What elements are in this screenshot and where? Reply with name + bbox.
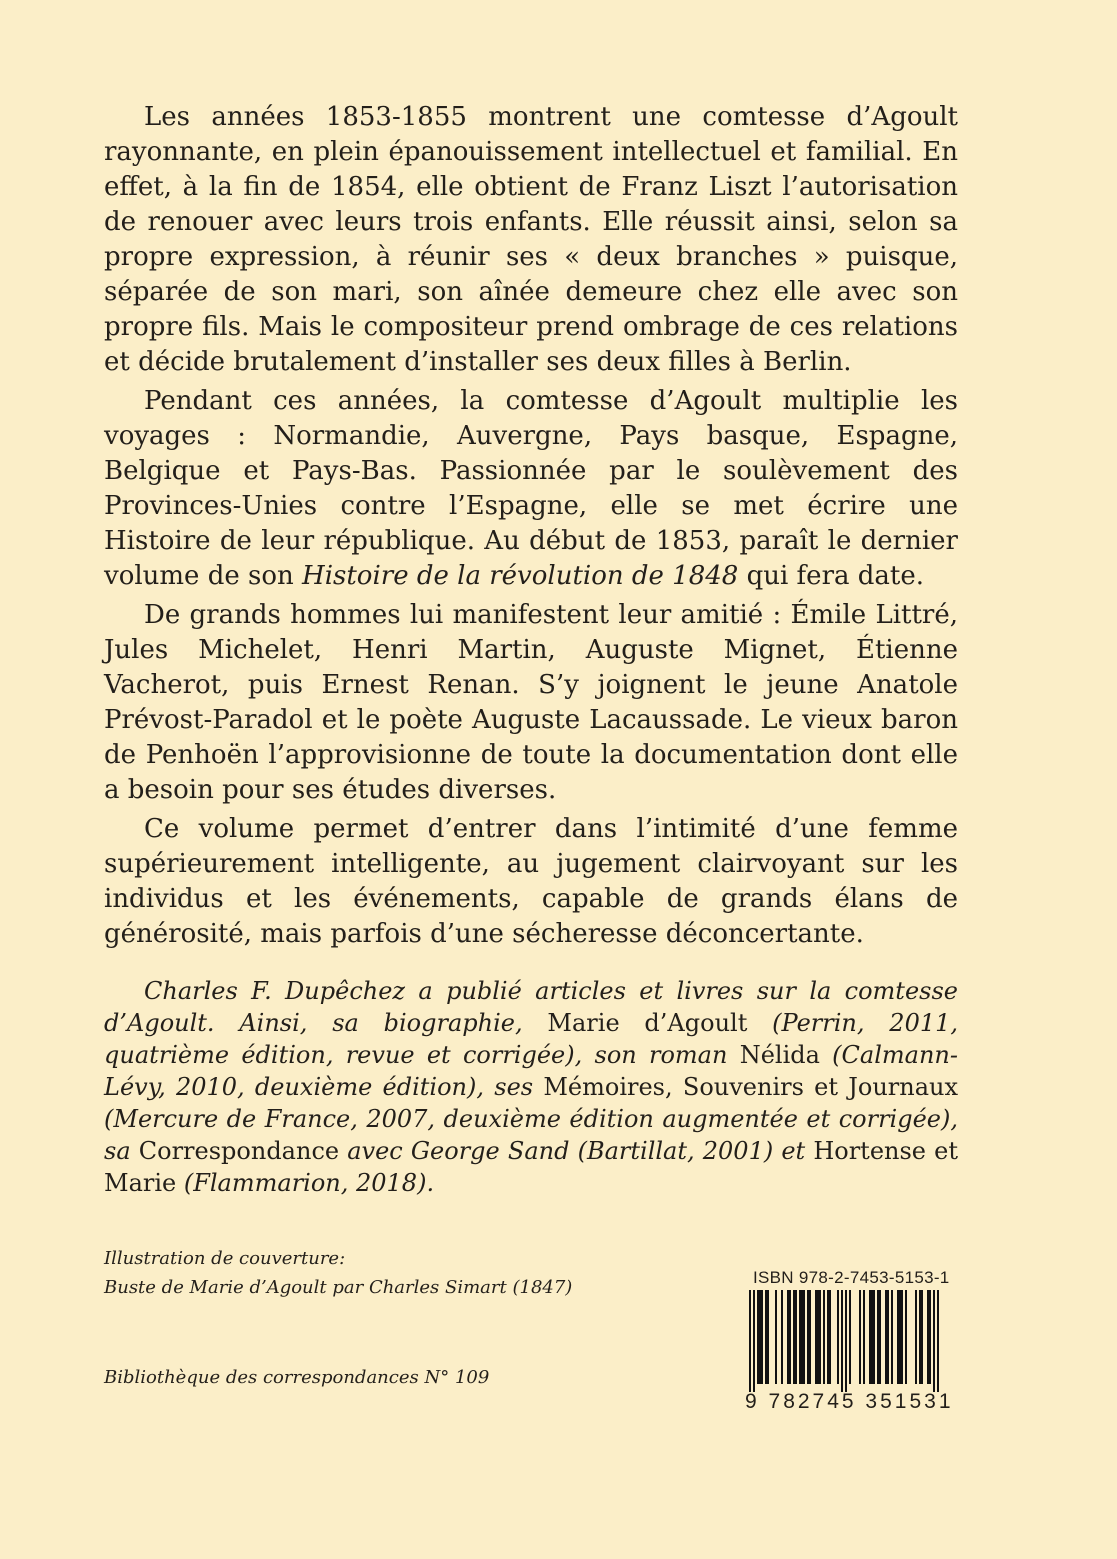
barcode-bar-22 (891, 1290, 893, 1384)
credit-heading: Illustration de couverture: (104, 1248, 346, 1269)
title-marie-dagoult: Marie d’Agoult (547, 1009, 748, 1037)
barcode-bar-6 (787, 1290, 791, 1384)
isbn-barcode-block (745, 1268, 955, 1414)
barcode-bar-25 (915, 1290, 917, 1384)
author-note-text-5: avec George Sand (Bartillat, 2001) et (339, 1137, 814, 1165)
barcode-bar-23 (897, 1290, 903, 1384)
barcode-bar-11 (823, 1290, 825, 1384)
barcode-bar-1 (753, 1290, 755, 1392)
barcode-bar-24 (905, 1290, 907, 1384)
barcode-bar-9 (807, 1290, 811, 1384)
author-note-text-4: (Mercure de France, 2007, deuxième édition augmentée et corrigée), sa (104, 1105, 958, 1165)
barcode-bar-19 (869, 1290, 875, 1384)
barcode-bar-15 (845, 1290, 847, 1392)
isbn-label: ISBN 978-2-7453-5153-1 (753, 1268, 950, 1287)
barcode-bar-29 (937, 1290, 939, 1392)
barcode-bar-3 (765, 1290, 769, 1384)
title-hortense-et-marie: Hortense et Marie (104, 1137, 958, 1197)
barcode-bar-13 (837, 1290, 839, 1384)
barcode-bar-12 (827, 1290, 831, 1384)
summary-paragraph-2 (104, 384, 958, 594)
author-note-text-6: (Flammarion, 2018). (176, 1169, 435, 1197)
barcode-bar-5 (781, 1290, 783, 1384)
barcode-bar-2 (757, 1290, 763, 1384)
author-note-text-3: (Calmann-Lévy, 2010, deuxième édition), ses (104, 1041, 958, 1101)
title-nelida: Nélida (739, 1041, 820, 1069)
summary-paragraph-1: Les années 1853-1855 montrent une comtesse d’Agoult rayonnante, en plein épanouissement intellectuel et familial. En effet, à la fin de 1854, elle obtient de Franz Liszt l’autorisation de renouer avec leurs trois enfants. Elle réussit ainsi, selon sa propre expression, à réunir ses « deux branches » puisque, séparée de son mari, son aînée demeure chez elle avec son propre fils. Mais le compositeur prend ombrage de ces relations et décide brutalement d’installer ses deux filles à Berlin. (104, 102, 958, 377)
series-label: Bibliothèque des correspondances N° 109 (104, 1367, 490, 1388)
author-note (104, 975, 958, 1199)
title-memoires: Mémoires, Souvenirs et Journaux (543, 1073, 958, 1101)
barcode-bar-0 (749, 1290, 751, 1392)
barcode-bar-4 (775, 1290, 777, 1384)
title-correspondance: Correspondance (138, 1137, 340, 1165)
barcode-bar-27 (927, 1290, 931, 1384)
barcode-bar-17 (859, 1290, 861, 1384)
barcode-bar-21 (885, 1290, 889, 1384)
barcode-bar-7 (793, 1290, 797, 1384)
barcode-bar-20 (877, 1290, 881, 1384)
author-note-text-2: (Perrin, 2011, quatrième édition, revue et corrigée), son roman (104, 1009, 959, 1069)
summary-paragraph-3: De grands hommes lui manifestent leur amitié : Émile Littré, Jules Michelet, Henri Martin, Auguste Mignet, Étienne Vacherot, puis Ernest Renan. S’y joignent le jeune Anatole Prévost-Paradol et le poète Auguste Lacaussade. Le vieux baron de Penhoën l’approvisionne de toute la documentation dont elle a besoin pour ses études diverses. (104, 600, 958, 805)
barcode-bar-16 (849, 1290, 851, 1384)
summary-paragraph-4: Ce volume permet d’entrer dans l’intimité d’une femme supérieurement intelligente, au jugement clairvoyant sur les individus et les événements, capable de grands élans de générosité, mais parfois d’une sécheresse déconcertante. (104, 814, 958, 949)
barcode-bar-8 (799, 1290, 805, 1384)
book-title-histoire: Histoire de la révolution de 1848 (302, 561, 739, 591)
back-cover-summary (104, 100, 958, 956)
credit-description: Buste de Marie d’Agoult par Charles Simart (1847) (104, 1277, 573, 1298)
barcode-digits: 9 782745 351531 (745, 1390, 954, 1413)
summary-paragraph-2-end: qui fera date. (738, 561, 925, 591)
cover-illustration-credit (104, 1244, 572, 1302)
author-note-text-1: Charles F. Dupêchez a publié articles et livres sur la comtesse d’Agoult. Ainsi, sa biographie, (104, 977, 958, 1037)
barcode-bar-26 (919, 1290, 923, 1384)
barcode (745, 1290, 941, 1392)
barcode-bar-14 (841, 1290, 843, 1392)
barcode-bar-18 (863, 1290, 865, 1384)
barcode-bar-10 (815, 1290, 821, 1384)
summary-paragraph-2-text: Pendant ces années, la comtesse d’Agoult multiplie les voyages : Normandie, Auvergne, Pays basque, Espagne, Belgique et Pays-Bas. Passionnée par le soulèvement des Provinces-Unies contre l’Espagne, elle se met écrire une Histoire de leur république. Au début de 1853, paraît le dernier volume de son (104, 386, 958, 591)
barcode-bar-28 (933, 1290, 935, 1392)
